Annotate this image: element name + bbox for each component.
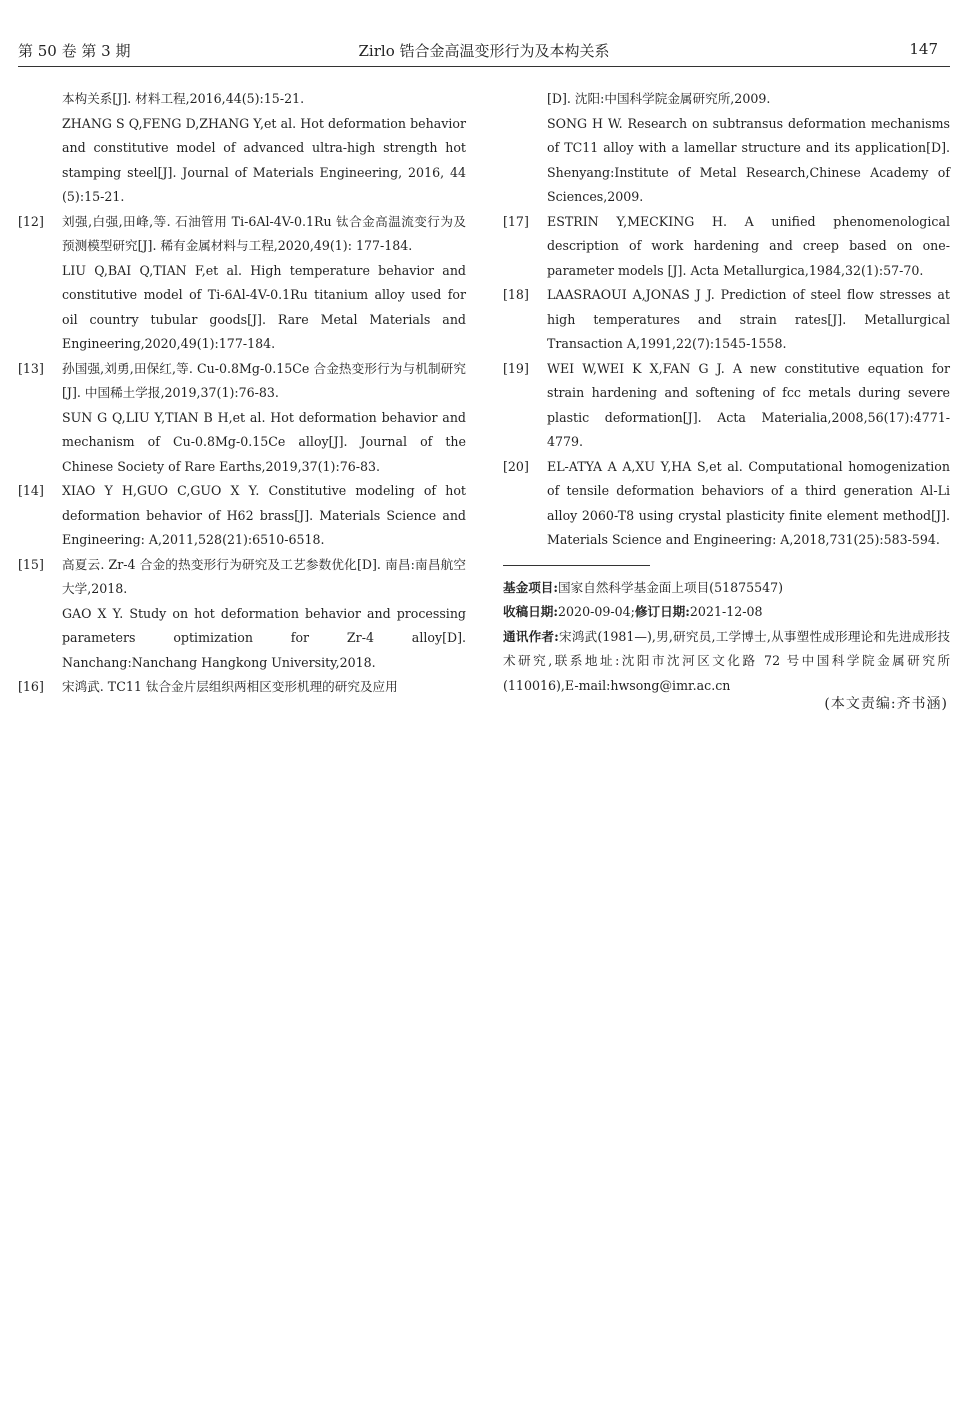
reference-cn: 刘强,白强,田峰,等. 石油管用 Ti-6Al-4V-0.1Ru 钛合金高温流变行为及预测模型研究[J]. 稀有金属材料与工程,2020,49(1): 177-184. [62,213,466,253]
left-column [18,87,466,700]
reference-item [18,210,466,357]
reference-cn: [D]. 沈阳:中国科学院金属研究所,2009. [547,91,771,106]
reference-item [18,357,466,480]
reference-en: WEI W,WEI K X,FAN G J. A new constitutive equation for strain hardening and softening of fcc metals during severe plastic deformation[J]. Acta Materialia,2008,56(17):4771-4779. [547,360,950,449]
reference-number: [20] [503,458,529,474]
reference-en: LIU Q,BAI Q,TIAN F,et al. High temperature behavior and constitutive model of Ti-6Al-4V-0.1Ru titanium alloy used for oil country tubular goods[J]. Rare Metal Materials and Engineering,2020,49(1):177-184. [62,262,466,351]
dates-line [503,600,950,625]
reference-cn: 本构关系[J]. 材料工程,2016,44(5):15-21. [62,91,305,106]
reference-en: GAO X Y. Study on hot deformation behavior and processing parameters optimization for Zr-4 alloy[D]. Nanchang:Nanchang Hangkong University,2018. [62,605,466,670]
reference-number: [18] [503,287,529,302]
reference-number: [12] [18,213,44,229]
reference-en: SUN G Q,LIU Y,TIAN B H,et al. Hot deformation behavior and mechanism of Cu-0.8Mg-0.15Ce alloy[J]. Journal of the Chinese Society of Rare Earths,2019,37(1):76-83. [62,409,466,474]
reference-number [503,87,547,210]
article-info [503,576,950,699]
reference-number: [19] [503,360,529,376]
reference-item [503,455,950,553]
reference-number: [13] [18,360,44,376]
reference-item [18,87,466,210]
reference-item [503,210,950,284]
revised-date: 2021-12-08 [689,604,763,619]
revised-label: 修订日期: [634,604,690,619]
reference-number: [14] [18,483,44,498]
reference-item [18,675,466,700]
reference-number [18,87,62,210]
reference-cn: 孙国强,刘勇,田保红,等. Cu-0.8Mg-0.15Ce 合金热变形行为与机制研究[J]. 中国稀土学报,2019,37(1):76-83. [62,360,466,400]
author-text: 宋鸿武(1981—),男,研究员,工学博士,从事塑性成形理论和先进成形技术研究,联系地址:沈阳市沈河区文化路 72 号中国科学院金属研究所(110016),E-mail:hwsong@imr.ac.cn [503,628,951,693]
right-column [503,87,950,698]
footnote-divider [503,565,650,566]
fund-label: 基金项目: [503,579,559,595]
reference-en: ZHANG S Q,FENG D,ZHANG Y,et al. Hot deformation behavior and constitutive model of advanced ultra-high strength hot stamping steel[J]. Journal of Materials Engineering, 2016, 44 (5):15-21. [62,115,466,204]
reference-item [503,87,950,210]
reference-en: XIAO Y H,GUO C,GUO X Y. Constitutive modeling of hot deformation behavior of H62 brass[J]. Materials Science and Engineering: A,2011,528(21):6510-6518. [62,483,466,547]
received-date: 2020-09-04; [558,604,635,619]
editor-note: (本文责编:齐书涵) [824,696,948,712]
author-line [503,625,950,699]
reference-cn: 宋鸿武. TC11 钛合金片层组织两相区变形机理的研究及应用 [62,679,398,694]
reference-en: ESTRIN Y,MECKING H. A unified phenomenological description of work hardening and creep based on one-parameter models [J]. Acta Metallurgica,1984,32(1):57-70. [547,213,950,278]
volume-issue: 第 50 卷 第 3 期 [18,42,131,60]
received-label: 收稿日期: [503,604,559,619]
fund-text: 国家自然科学基金面上项目(51875547) [558,579,784,595]
reference-en: SONG H W. Research on subtransus deformation mechanisms of TC11 alloy with a lamellar structure and its application[D]. Shenyang:Institute of Metal Research,Chinese Academy of Sciences,2009. [547,115,950,204]
reference-number: [16] [18,679,44,694]
reference-en: EL-ATYA A A,XU Y,HA S,et al. Computational homogenization of tensile deformation behaviors of a third generation Al-Li alloy 2060-T8 using crystal plasticity finite element method[J]. Materials Science and Engineering: A,2018,731(25):583-594. [547,458,950,547]
reference-item [503,283,950,357]
running-header [18,38,950,67]
reference-number: [17] [503,213,529,229]
fund-line [503,576,950,601]
running-title: Zirlo 锆合金高温变形行为及本构关系 [358,42,610,60]
page-number: 147 [909,40,938,58]
reference-en: LAASRAOUI A,JONAS J J. Prediction of steel flow stresses at high temperatures and strain rates[J]. Metallurgical Transaction A,1991,22(7):1545-1558. [547,287,950,351]
reference-item [503,357,950,455]
author-label: 通讯作者: [503,628,559,644]
reference-number: [15] [18,556,44,572]
reference-item [18,553,466,676]
reference-item [18,479,466,553]
reference-cn: 高夏云. Zr-4 合金的热变形行为研究及工艺参数优化[D]. 南昌:南昌航空大学,2018. [62,556,466,596]
